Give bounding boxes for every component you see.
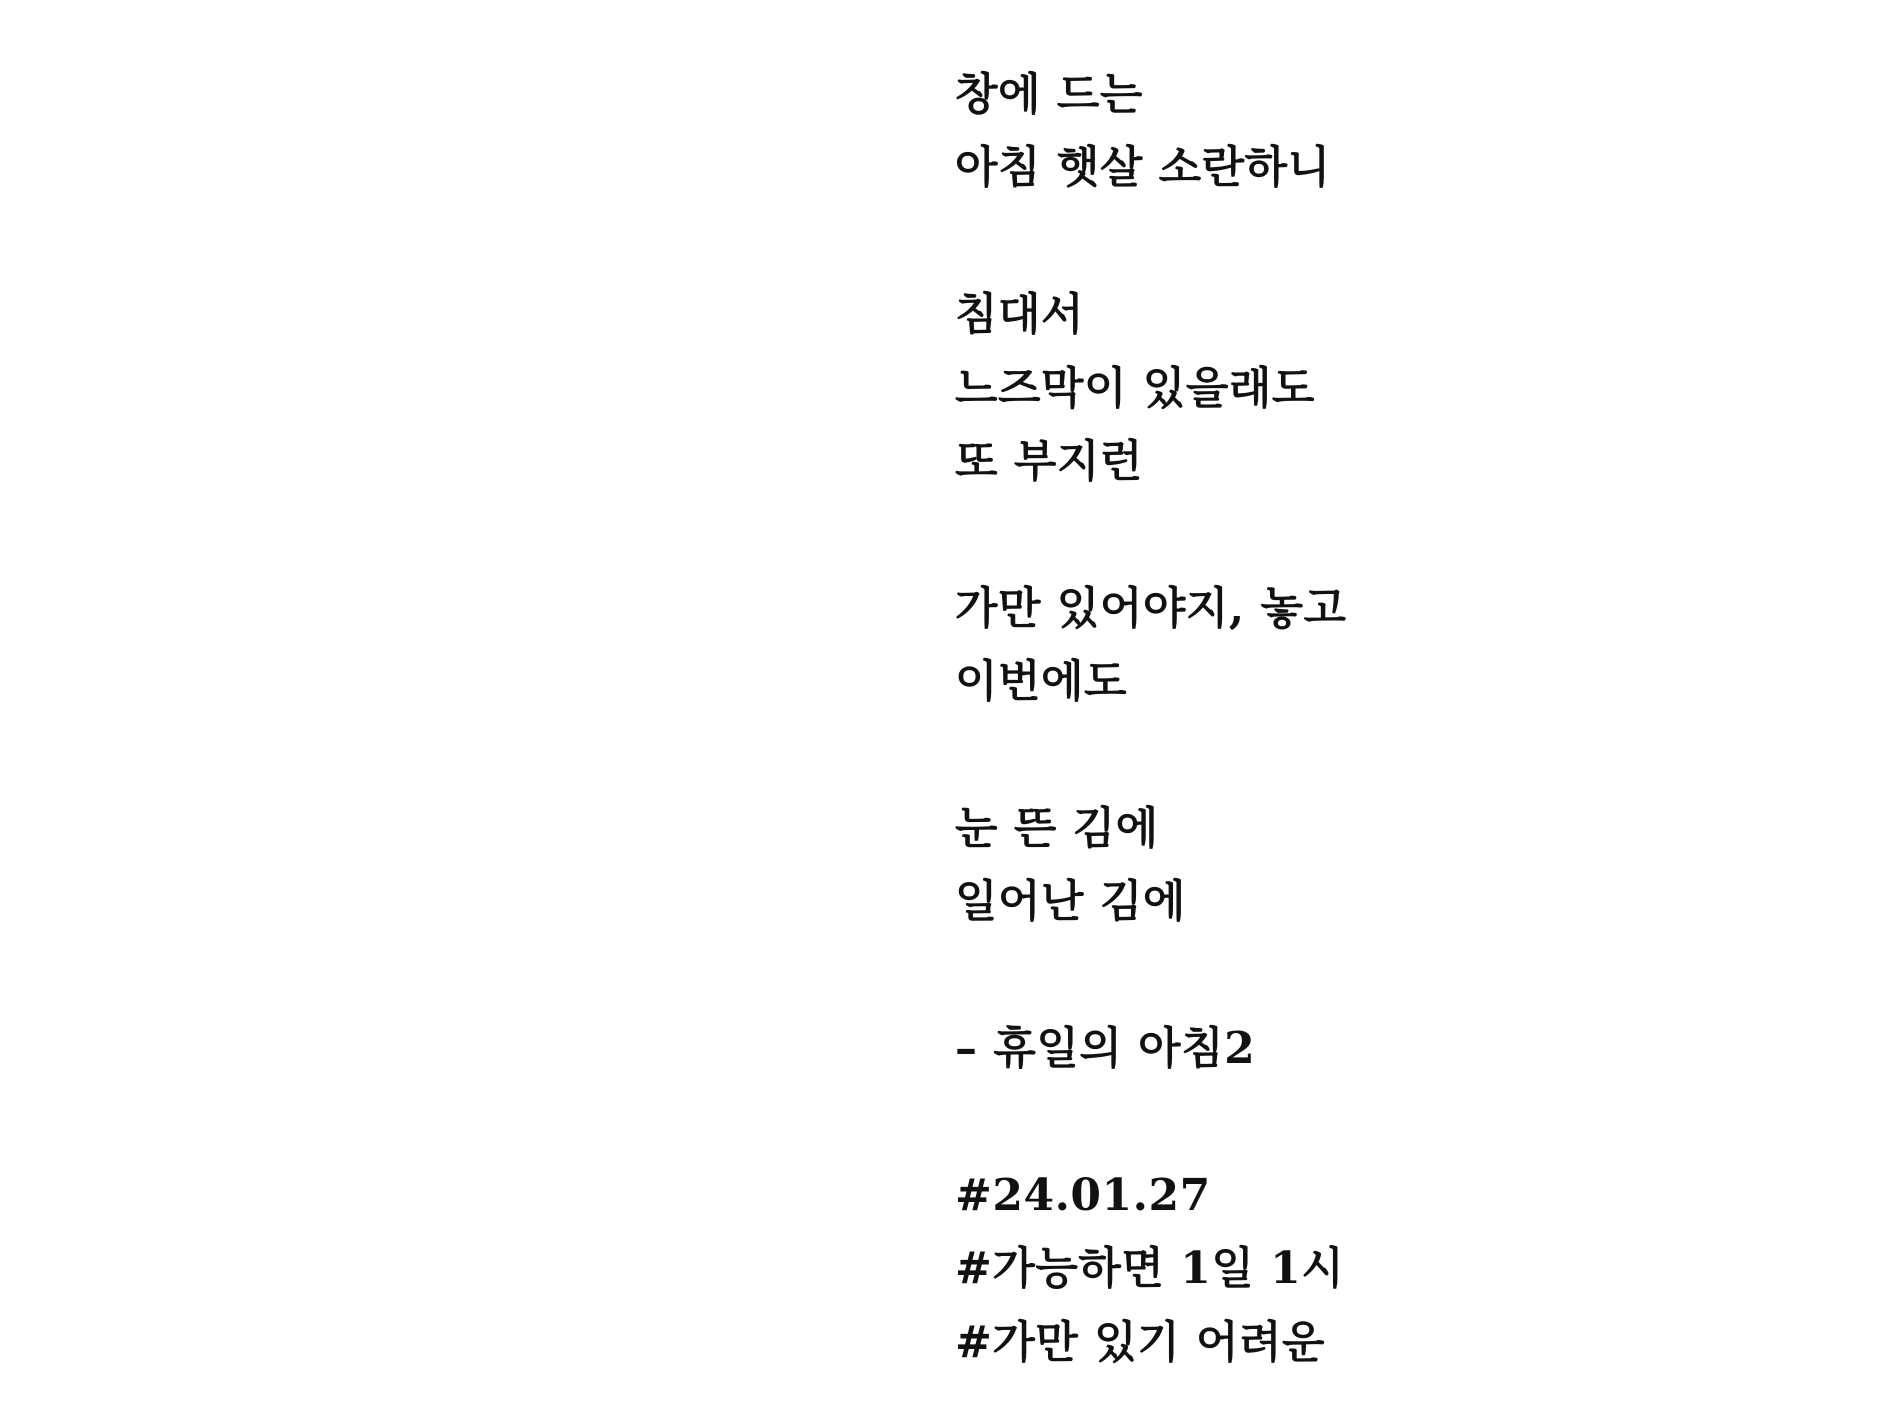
hashtag: #가능하면 1일 1시 (955, 1243, 1345, 1295)
hashtag: #24.01.27 (955, 1169, 1211, 1221)
stanza-gap (955, 719, 1347, 792)
stanza-2 (955, 278, 1347, 498)
poem-line: 눈 뜬 김에 (955, 802, 1159, 854)
poem-line: 이번에도 (955, 656, 1128, 708)
poem-line: 또 부지런 (955, 435, 1143, 487)
stanza-gap (955, 498, 1347, 571)
hashtag: #가만 있기 어려운 (955, 1316, 1326, 1368)
stanza-1 (955, 58, 1347, 205)
poem-signature: – 휴일의 아침2 (955, 1023, 1256, 1075)
poem-line: 느즈막이 있을래도 (955, 362, 1315, 414)
poem-line: 침대서 (955, 289, 1085, 341)
hashtag-list (955, 1159, 1347, 1379)
stanza-gap (955, 205, 1347, 278)
stanza-3 (955, 572, 1347, 719)
poem-line: 창에 드는 (955, 69, 1143, 120)
poem-line: 아침 햇살 소란하니 (955, 142, 1331, 194)
section-gap (955, 1085, 1347, 1158)
poem-body (955, 58, 1347, 1379)
stanza-4 (955, 792, 1347, 939)
poem-line: 가만 있어야지, 놓고 (955, 582, 1347, 634)
stanza-gap (955, 939, 1347, 1012)
poem-line: 일어난 김에 (955, 876, 1186, 928)
